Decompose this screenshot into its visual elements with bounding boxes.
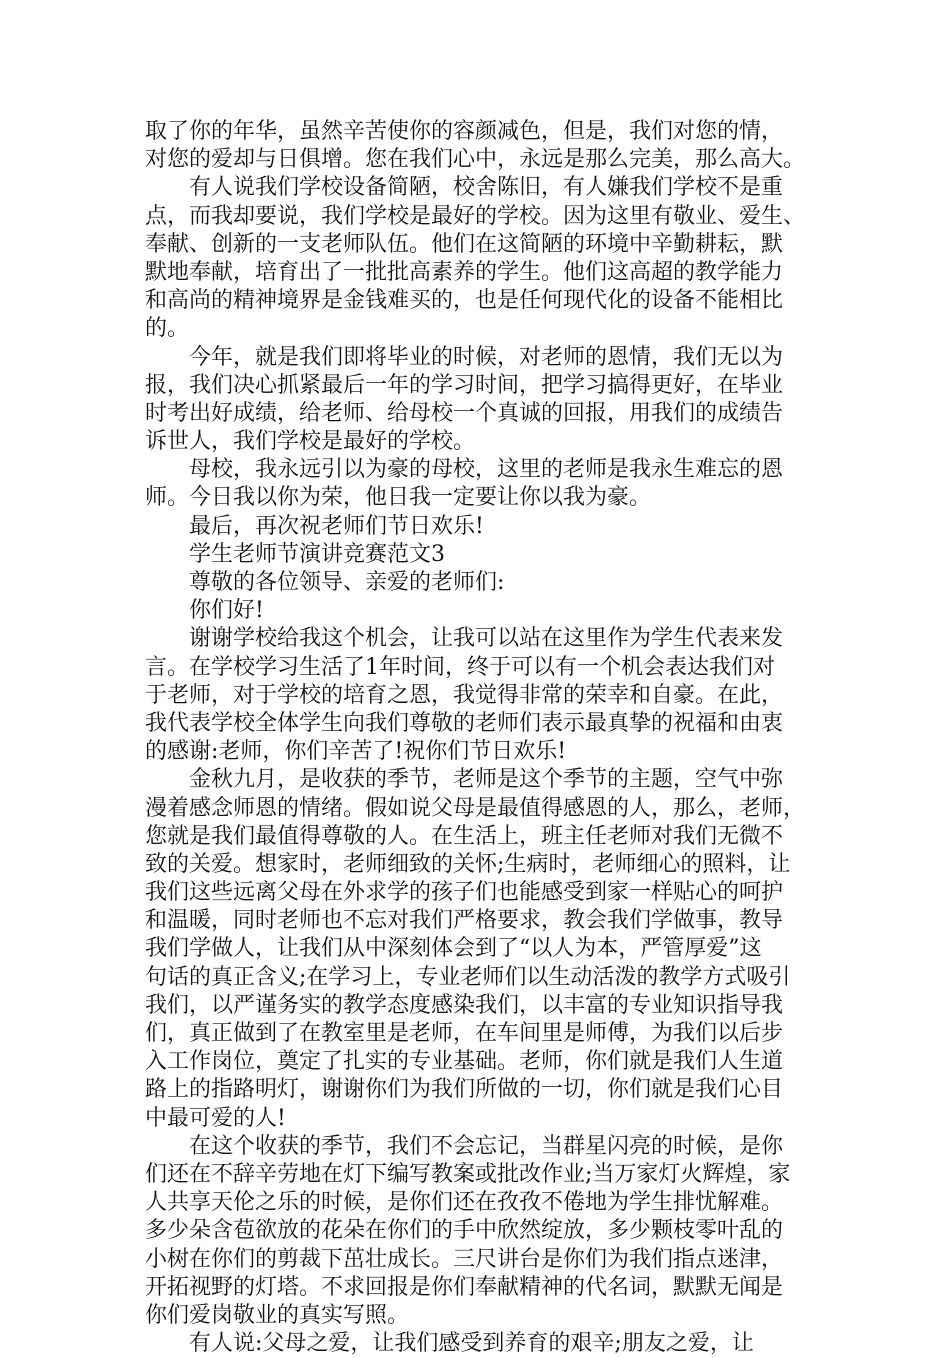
text-line: 我们，以严谨务实的教学态度感染我们，以丰富的专业知识指导我 xyxy=(145,992,784,1018)
text-line: 们，真正做到了在教室里是老师，在车间里是师傅，为我们以后步 xyxy=(145,1021,784,1046)
text-line: 路上的指路明灯，谢谢你们为我们所做的一切，你们就是我们心目 xyxy=(145,1077,784,1103)
text-line: 你们好! xyxy=(145,598,264,624)
text-line: 你们爱岗敬业的真实写照。 xyxy=(145,1302,410,1328)
text-line: 在这个收获的季节，我们不会忘记，当群星闪亮的时候，是你 xyxy=(145,1133,784,1159)
text-line: 对您的爱却与日俱增。您在我们心中，永远是那么完美，那么高大。 xyxy=(145,147,806,173)
text-line: 今年，就是我们即将毕业的时候，对老师的恩情，我们无以为 xyxy=(145,344,784,370)
text-line: 尊敬的各位领导、亲爱的老师们: xyxy=(145,570,505,595)
text-line: 我们学做人，让我们从中深刻体会到了“以人为本，严管厚爱”这 xyxy=(145,936,762,962)
text-line: 开拓视野的灯塔。不求回报是你们奉献精神的代名词，默默无闻是 xyxy=(145,1274,784,1300)
text-line: 们还在不辞辛劳地在灯下编写教案或批改作业;当万家灯火辉煌，家 xyxy=(145,1161,791,1187)
text-line: 最后，再次祝老师们节日欢乐! xyxy=(145,513,484,539)
text-line: 小树在你们的剪裁下茁壮成长。三尺讲台是你们为我们指点迷津， xyxy=(145,1246,784,1272)
text-line: 漫着感念师恩的情绪。假如说父母是最值得感恩的人，那么，老师， xyxy=(145,795,806,821)
text-line: 点，而我却要说，我们学校是最好的学校。因为这里有敬业、爱生、 xyxy=(145,203,806,229)
document-body xyxy=(145,118,813,1358)
text-line: 我们这些远离父母在外求学的孩子们也能感受到家一样贴心的呵护 xyxy=(145,880,784,906)
text-line: 金秋九月，是收获的季节，老师是这个季节的主题，空气中弥 xyxy=(145,767,784,793)
text-line: 和温暖，同时老师也不忘对我们严格要求，教会我们学做事，教导 xyxy=(145,908,784,934)
text-line: 母校，我永远引以为豪的母校，这里的老师是我永生难忘的恩 xyxy=(145,457,784,483)
text-line: 您就是我们最值得尊敬的人。在生活上，班主任老师对我们无微不 xyxy=(145,823,784,849)
text-line: 言。在学校学习生活了1年时间，终于可以有一个机会表达我们对 xyxy=(145,654,775,680)
text-line: 于老师，对于学校的培育之恩，我觉得非常的荣幸和自豪。在此， xyxy=(145,682,784,708)
text-line: 和高尚的精神境界是金钱难买的，也是任何现代化的设备不能相比 xyxy=(145,288,784,314)
text-line: 默地奉献，培育出了一批批高素养的学生。他们这高超的教学能力 xyxy=(145,259,784,285)
text-line: 师。今日我以你为荣，他日我一定要让你以我为豪。 xyxy=(145,485,652,511)
text-line: 学生老师节演讲竞赛范文3 xyxy=(145,541,445,567)
text-line: 有人说我们学校设备简陋，校舍陈旧，有人嫌我们学校不是重 xyxy=(145,175,784,201)
text-line: 中最可爱的人! xyxy=(145,1105,286,1131)
text-line: 诉世人，我们学校是最好的学校。 xyxy=(145,429,476,455)
text-line: 人共享天伦之乐的时候，是你们还在孜孜不倦地为学生排忧解难。 xyxy=(145,1190,784,1216)
text-line: 多少朵含苞欲放的花朵在你们的手中欣然绽放，多少颗枝零叶乱的 xyxy=(145,1218,784,1244)
text-line: 的感谢:老师，你们辛苦了!祝你们节日欢乐! xyxy=(145,739,567,765)
text-line: 句话的真正含义;在学习上，专业老师们以生动活泼的教学方式吸引 xyxy=(145,964,791,990)
text-line: 时考出好成绩，给老师、给母校一个真诚的回报，用我们的成绩告 xyxy=(145,400,784,426)
text-line: 谢谢学校给我这个机会，让我可以站在这里作为学生代表来发 xyxy=(145,626,784,652)
text-line: 我代表学校全体学生向我们尊敬的老师们表示最真挚的祝福和由衷 xyxy=(145,710,784,736)
text-line: 有人说:父母之爱，让我们感受到养育的艰辛;朋友之爱，让 xyxy=(145,1331,754,1357)
text-line: 取了你的年华，虽然辛苦使你的容颜减色，但是，我们对您的情， xyxy=(145,119,784,144)
text-line: 的。 xyxy=(145,316,190,342)
text-line: 致的关爱。想家时，老师细致的关怀;生病时，老师细心的照料，让 xyxy=(145,851,791,877)
text-line: 报，我们决心抓紧最后一年的学习时间，把学习搞得更好，在毕业 xyxy=(145,372,784,398)
text-line: 入工作岗位，奠定了扎实的专业基础。老师，你们就是我们人生道 xyxy=(145,1049,784,1075)
text-line: 奉献、创新的一支老师队伍。他们在这简陋的环境中辛勤耕耘，默 xyxy=(145,231,784,257)
